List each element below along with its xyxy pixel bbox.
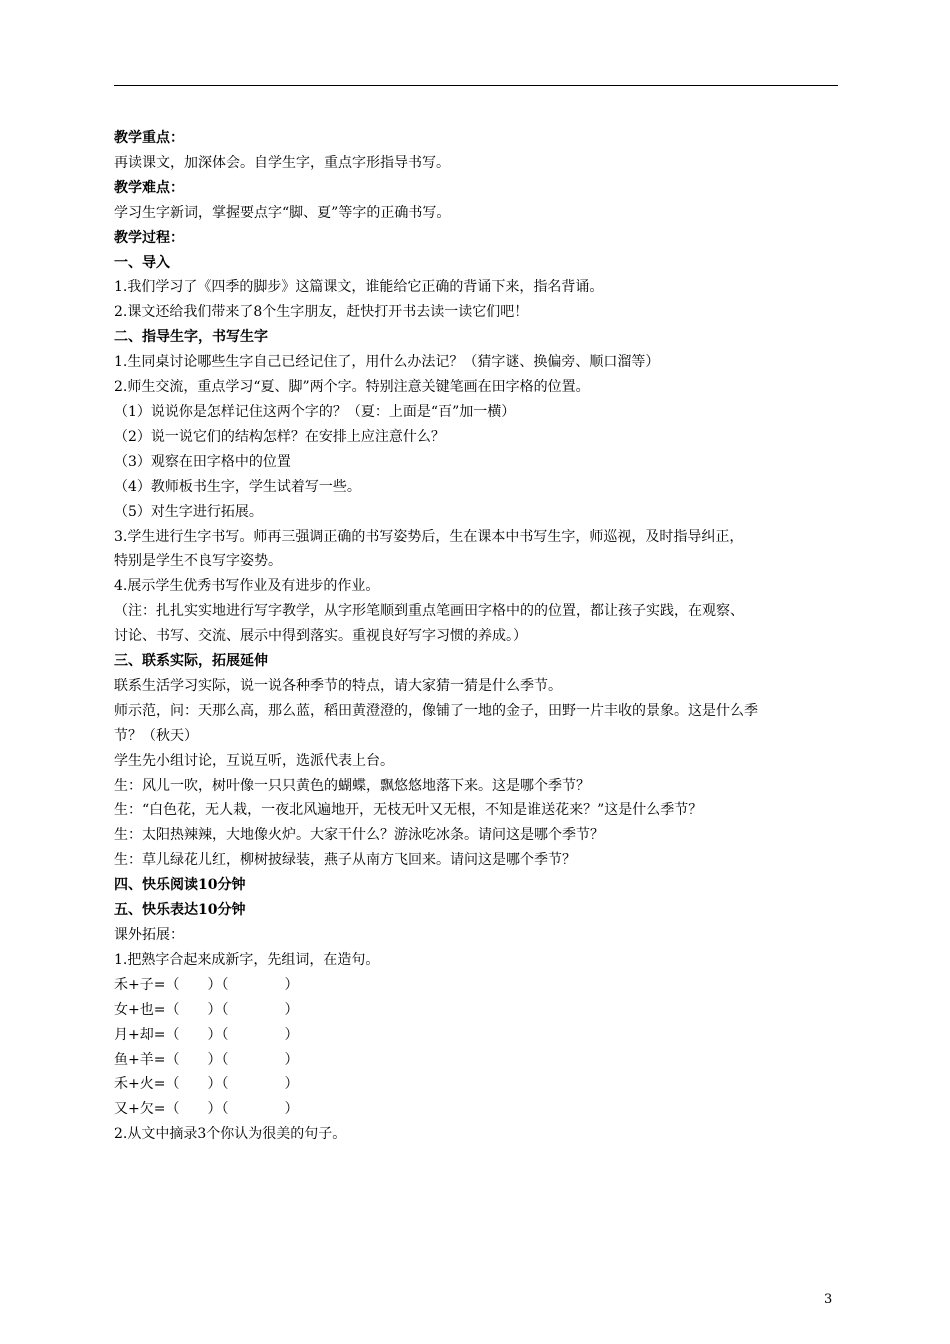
text-line: （5）对生字进行拓展。 (114, 503, 263, 520)
text-line: 师示范，问：天那么高，那么蓝，稻田黄澄澄的，像铺了一地的金子，田野一片丰收的景象。这是什么季 (114, 702, 758, 719)
text-line: 生：“白色花，无人栽，一夜北风遍地开，无枝无叶又无根，不知是谁送花来？”这是什么季节？ (114, 802, 703, 819)
page-number: 3 (824, 1292, 833, 1307)
text-line: 学生先小组讨论，互说互听，选派代表上台。 (114, 752, 394, 769)
text-line: 生：风儿一吹，树叶像一只只黄色的蝴蝶，飘悠悠地落下来。这是哪个季节？ (114, 777, 590, 794)
text-line: 再读课文，加深体会。自学生字，重点字形指导书写。 (114, 154, 450, 171)
text-line: 女+也=（ ）（ ） (114, 1001, 299, 1018)
section-heading: 五、快乐表达10分钟 (114, 902, 246, 919)
text-line: 联系生活学习实际，说一说各种季节的特点，请大家猜一猜是什么季节。 (114, 677, 562, 694)
text-line: （4）教师板书生字，学生试着写一些。 (114, 478, 361, 495)
text-line: 生：草儿绿花儿红，柳树披绿装，燕子从南方飞回来。请问这是哪个季节？ (114, 852, 576, 869)
text-line: 4.展示学生优秀书写作业及有进步的作业。 (114, 578, 380, 595)
text-line: 1.生同桌讨论哪些生字自己已经记住了，用什么办法记？（猜字谜、换偏旁、顺口溜等） (114, 354, 660, 371)
text-line: 讨论、书写、交流、展示中得到落实。重视良好写字习惯的养成。） (114, 628, 527, 645)
text-line: 又+欠=（ ）（ ） (114, 1101, 299, 1118)
text-line: 3.学生进行生字书写。师再三强调正确的书写姿势后，生在课本中书写生字，师巡视，及时指导纠正， (114, 528, 744, 545)
document-body (114, 126, 838, 1147)
text-line: 课外拓展： (114, 927, 184, 943)
section-heading: 教学难点： (114, 179, 184, 196)
text-line: 节？（秋天） (114, 727, 198, 744)
text-line: （3）观察在田字格中的位置 (114, 453, 291, 470)
text-line: 2.师生交流，重点学习“夏、脚”两个字。特别注意关键笔画在田字格的位置。 (114, 379, 590, 396)
section-heading: 教学过程： (114, 229, 184, 246)
section-heading: 一、导入 (114, 254, 170, 271)
section-heading: 二、指导生字，书写生字 (114, 329, 268, 346)
text-line: 生：太阳热辣辣，大地像火炉。大家干什么？游泳吃冰条。请问这是哪个季节？ (114, 827, 604, 844)
section-heading: 三、联系实际，拓展延伸 (114, 653, 268, 670)
text-line: 2.课文还给我们带来了8个生字朋友，赶快打开书去读一读它们吧！ (114, 304, 529, 321)
text-line: 禾+火=（ ）（ ） (114, 1076, 299, 1093)
text-line: 鱼+羊=（ ）（ ） (114, 1051, 299, 1068)
text-line: （1）说说你是怎样记住这两个字的？（夏：上面是“百”加一横） (114, 403, 516, 420)
text-line: （2）说一说它们的结构怎样？在安排上应注意什么？ (114, 428, 445, 445)
header-rule (114, 85, 838, 86)
text-line: （注：扎扎实实地进行写字教学，从字形笔顺到重点笔画田字格中的的位置，都让孩子实践，在观察、 (114, 603, 744, 620)
section-heading: 教学重点： (114, 130, 184, 146)
text-line: 1.我们学习了《四季的脚步》这篇课文，谁能给它正确的背诵下来，指名背诵。 (114, 279, 604, 296)
text-line: 特别是学生不良写字姿势。 (114, 553, 282, 570)
text-line: 1.把熟字合起来成新字，先组词，在造句。 (114, 951, 380, 968)
text-line: 禾+子=（ ）（ ） (114, 976, 299, 993)
text-line: 2.从文中摘录3个你认为很美的句子。 (114, 1126, 347, 1143)
section-heading: 四、快乐阅读10分钟 (114, 877, 246, 894)
text-line: 学习生字新词，掌握要点字“脚、夏”等字的正确书写。 (114, 204, 451, 221)
text-line: 月+却=（ ）（ ） (114, 1026, 299, 1043)
